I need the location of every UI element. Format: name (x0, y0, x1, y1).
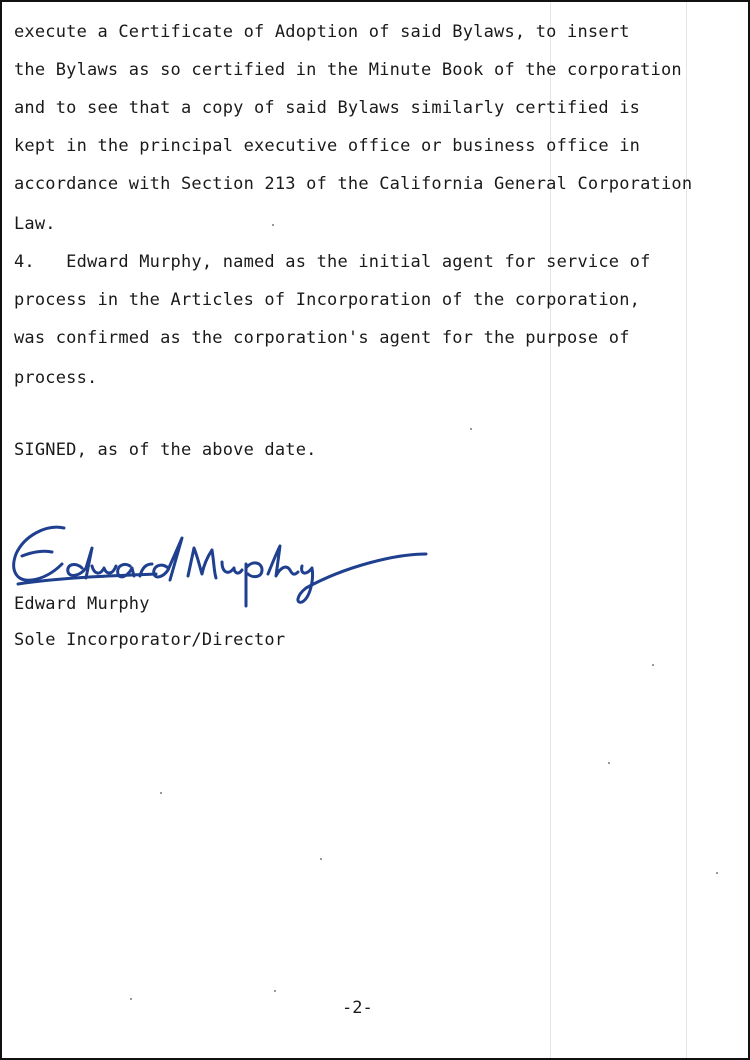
signer-title: Sole Incorporator/Director (14, 630, 286, 650)
paper-speck (160, 792, 162, 794)
paper-speck (608, 762, 610, 764)
signer-name: Edward Murphy (14, 594, 150, 614)
body-line: Law. (14, 214, 56, 234)
body-line: and to see that a copy of said Bylaws similarly certified is (14, 98, 641, 118)
paper-speck (716, 872, 718, 874)
paper-speck (652, 664, 654, 666)
page-number: -2- (342, 998, 373, 1018)
fold-line (550, 2, 551, 1058)
paper-speck (272, 224, 274, 226)
body-line: was confirmed as the corporation's agent for the purpose of (14, 328, 630, 348)
body-line: execute a Certificate of Adoption of said Bylaws, to insert (14, 22, 630, 42)
paper-speck (470, 428, 472, 430)
paper-speck (274, 990, 276, 992)
body-line: accordance with Section 213 of the California General Corporation (14, 174, 693, 194)
body-line: the Bylaws as so certified in the Minute Book of the corporation (14, 60, 682, 80)
body-line: 4. Edward Murphy, named as the initial agent for service of (14, 252, 651, 272)
paper-speck (130, 998, 132, 1000)
fold-line (686, 2, 687, 1058)
paper-speck (320, 858, 322, 860)
body-line: kept in the principal executive office or business office in (14, 136, 641, 156)
body-line: process. (14, 368, 98, 388)
signed-statement: SIGNED, as of the above date. (14, 440, 317, 460)
body-line: process in the Articles of Incorporation of the corporation, (14, 290, 641, 310)
